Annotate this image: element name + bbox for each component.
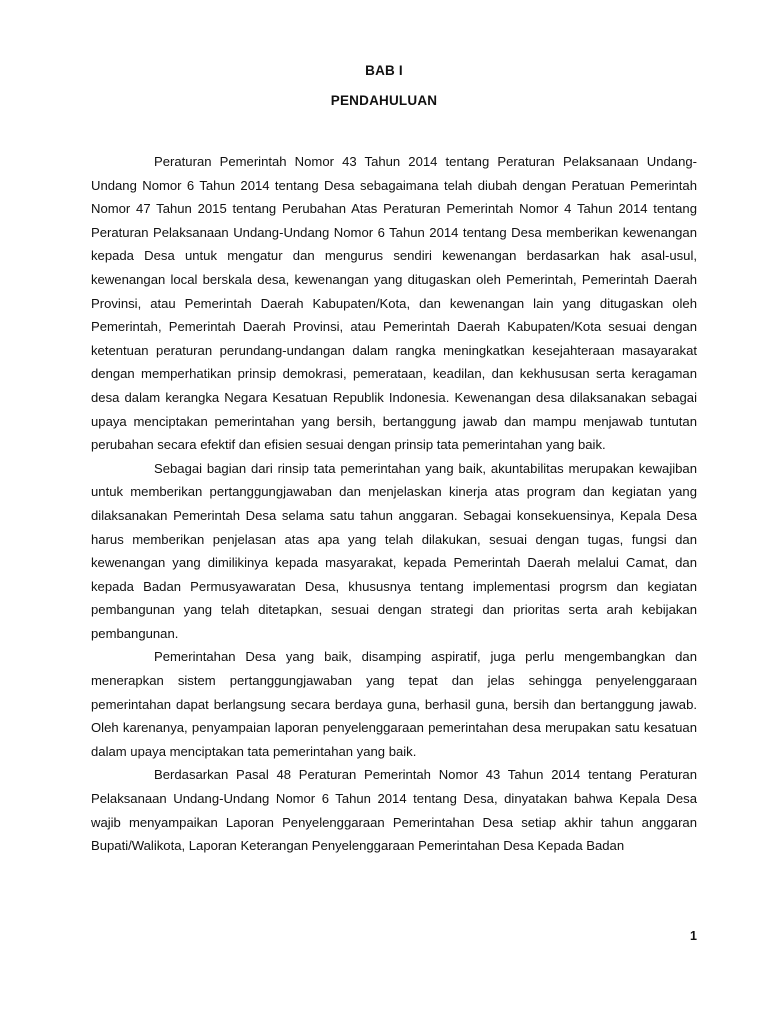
- body-text: [91, 150, 697, 858]
- paragraph-3: Pemerintahan Desa yang baik, disamping aspiratif, juga perlu mengembangkan dan menerapkan sistem pertanggungjawaban yang tepat dan jelas sehingga penyelenggaraan pemerintahan dapat berlangsung secara berdaya guna, berhasil guna, bersih dan bertanggung jawab. Oleh karenanya, penyampaian laporan penyelenggaraan pemerintahan desa merupakan satu kesatuan dalam upaya menciptakan tata pemerintahan yang baik.: [91, 649, 697, 759]
- paragraph-1: Peraturan Pemerintah Nomor 43 Tahun 2014 tentang Peraturan Pelaksanaan Undang-Undang Nomor 6 Tahun 2014 tentang Desa sebagaimana telah diubah dengan Peratuan Pemerintah Nomor 47 Tahun 2015 tentang Perubahan Atas Peraturan Pemerintah Nomor 4 Tahun 2014 tentang Peraturan Pelaksanaan Undang-Undang Nomor 6 Tahun 2014 tentang Desa memberikan kewenangan kepada Desa untuk mengatur dan mengurus sendiri kewenangan berdasarkan hak asal-usul, kewenangan local berskala desa, kewenangan yang ditugaskan oleh Pemerintah, Pemerintah Daerah Provinsi, atau Pemerintah Daerah Kabupaten/Kota, dan kewenangan lain yang ditugaskan oleh Pemerintah, Pemerintah Daerah Provinsi, atau Pemerintah Daerah Kabupaten/Kota sesuai dengan ketentuan peraturan perundang-undangan dalam rangka meningkatkan kesejahteraan masayarakat dengan memperhatikan prinsip demokrasi, pemerataan, keadilan, dan kekhususan serta keragaman desa dalam kerangka Negara Kesatuan Republik Indonesia. Kewenangan desa dilaksanakan sebagai upaya menciptakan pemerintahan yang bersih, bertanggung jawab dan mampu menjawab tuntutan perubahan secara efektif dan efisien sesuai dengan prinsip tata pemerintahan yang baik.: [91, 154, 697, 453]
- page-number: 1: [690, 929, 697, 943]
- paragraph-2: Sebagai bagian dari rinsip tata pemerintahan yang baik, akuntabilitas merupakan kewajiban untuk memberikan pertanggungjawaban dan menjelaskan kinerja atas program dan kegiatan yang dilaksanakan Pemerintah Desa selama satu tahun anggaran. Sebagai konsekuensinya, Kepala Desa harus memberikan penjelasan atas apa yang telah dilakukan, sesuai dengan tugas, fungsi dan kewenangan yang dimilikinya kepada masyarakat, kepada Pemerintah Daerah melalui Camat, dan kepada Badan Permusyawaratan Desa, khususnya tentang implementasi progrsm dan kegiatan pembangunan yang telah ditetapkan, sesuai dengan strategi dan prioritas serta arah kebijakan pembangunan.: [91, 460, 697, 641]
- chapter-heading: BAB I: [365, 63, 403, 78]
- paragraph-4: Berdasarkan Pasal 48 Peraturan Pemerintah Nomor 43 Tahun 2014 tentang Peraturan Pelaksanaan Undang-Undang Nomor 6 Tahun 2014 tentang Desa, dinyatakan bahwa Kepala Desa wajib menyampaikan Laporan Penyelenggaraan Pemerintahan Desa setiap akhir tahun anggaran Bupati/Walikota, Laporan Keterangan Penyelenggaraan Pemerintahan Desa Kepada Badan: [91, 767, 697, 854]
- chapter-title: PENDAHULUAN: [330, 93, 438, 108]
